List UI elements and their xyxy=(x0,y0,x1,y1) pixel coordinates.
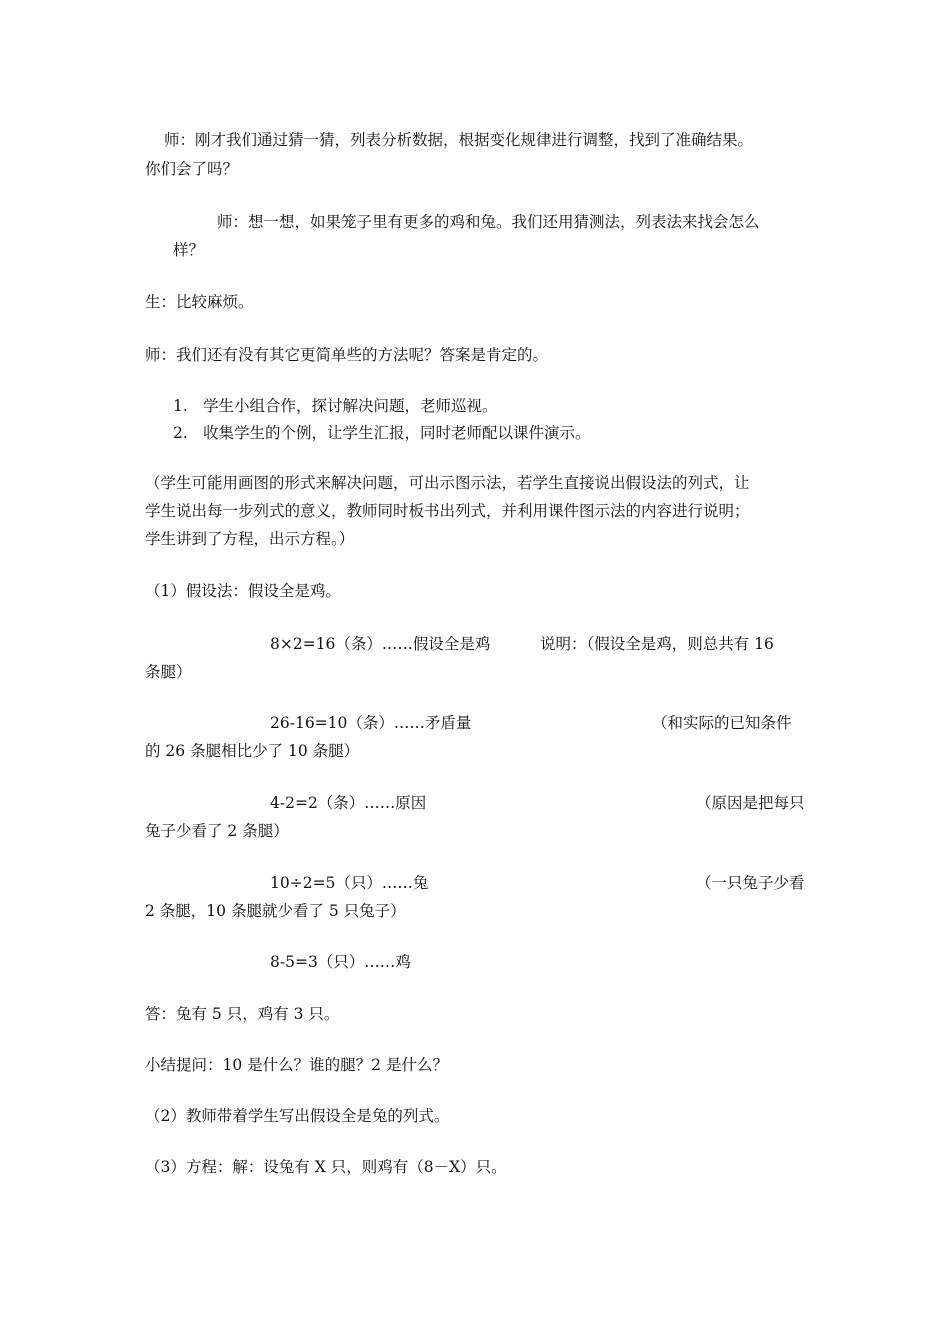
paragraph-teacher-review-line1: 师：刚才我们通过猜一猜，列表分析数据，根据变化规律进行调整，找到了准确结果。 xyxy=(164,131,754,149)
paragraph-teacher-think-line1: 师：想一想，如果笼子里有更多的鸡和兔。我们还用猜测法，列表法来找会怎么 xyxy=(217,213,760,231)
explanation-1: 说明：（假设全是鸡，则总共有 16 xyxy=(540,635,774,653)
note-line1: （学生可能用画图的形式来解决问题，可出示图示法，若学生直接说出假设法的列式，让 xyxy=(145,474,750,492)
explanation-2-continued: 的 26 条腿相比少了 10 条腿） xyxy=(145,742,360,760)
note-line2: 学生说出每一步列式的意义，教师同时板书出列式，并利用课件图示法的内容进行说明； xyxy=(145,502,750,520)
paragraph-student-reply: 生：比较麻烦。 xyxy=(145,293,254,311)
paragraph-teacher-think-line2: 样？ xyxy=(173,241,205,259)
answer: 答：兔有 5 只，鸡有 3 只。 xyxy=(145,1005,340,1023)
explanation-4-continued: 2 条腿，10 条腿就少看了 5 只兔子） xyxy=(145,902,406,920)
explanation-3-continued: 兔子少看了 2 条腿） xyxy=(145,822,289,840)
step-number-1: 1. xyxy=(173,397,188,415)
note-line3: 学生讲到了方程，出示方程。） xyxy=(145,530,355,548)
equation-5: 8-5=3（只）……鸡 xyxy=(270,953,411,971)
step-number-2: 2. xyxy=(173,424,188,442)
method3-title: （3）方程：解：设兔有 X 只，则鸡有（8－X）只。 xyxy=(145,1158,507,1176)
explanation-3: （原因是把每只 xyxy=(696,794,805,812)
summary-question: 小结提问：10 是什么？谁的腿？2 是什么？ xyxy=(145,1056,448,1074)
equation-4: 10÷2=5（只）……兔 xyxy=(270,874,429,892)
step-text-2: 收集学生的个例，让学生汇报，同时老师配以课件演示。 xyxy=(203,424,591,442)
equation-3: 4-2=2（条）……原因 xyxy=(270,794,427,812)
step-text-1: 学生小组合作，探讨解决问题，老师巡视。 xyxy=(203,397,498,415)
paragraph-teacher-review-line2: 你们会了吗？ xyxy=(145,160,239,178)
explanation-2: （和实际的已知条件 xyxy=(652,714,792,732)
paragraph-teacher-question: 师：我们还有没有其它更简单些的方法呢？答案是肯定的。 xyxy=(145,346,549,364)
equation-1: 8×2=16（条）……假设全是鸡 xyxy=(270,635,491,653)
equation-2: 26-16=10（条）……矛盾量 xyxy=(270,714,472,732)
method1-title: （1）假设法：假设全是鸡。 xyxy=(145,582,341,600)
explanation-1-continued: 条腿） xyxy=(145,663,192,681)
explanation-4: （一只兔子少看 xyxy=(696,874,805,892)
method2-title: （2）教师带着学生写出假设全是兔的列式。 xyxy=(145,1107,450,1125)
